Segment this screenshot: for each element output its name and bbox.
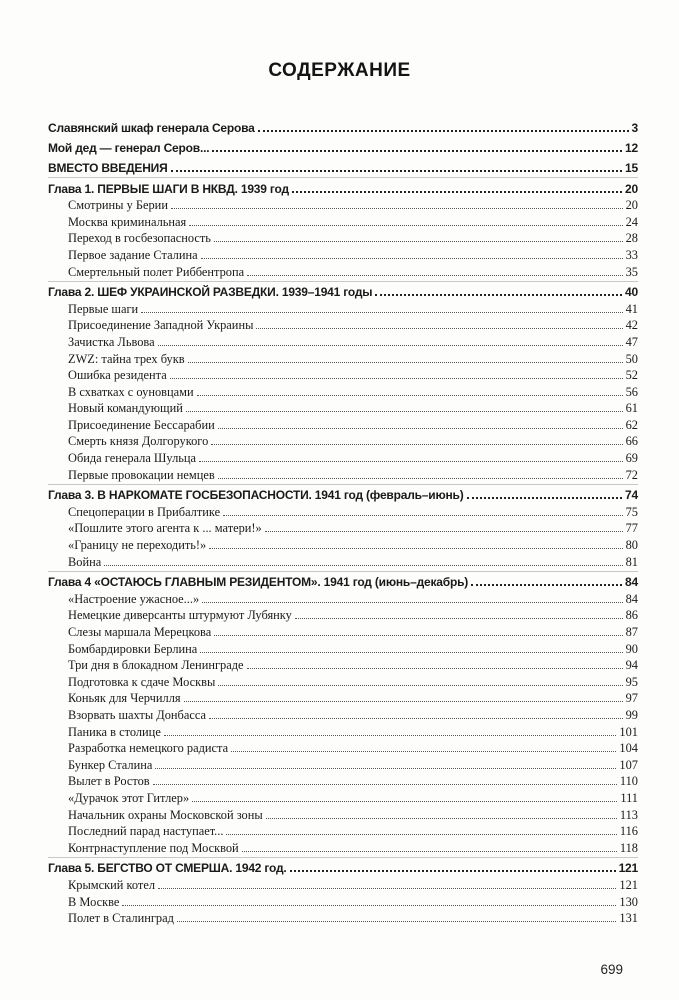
toc-subsection-entry[interactable] [48, 366, 638, 383]
toc-subsection-entry[interactable] [48, 705, 638, 722]
toc-entry-page: 130 [619, 894, 638, 909]
toc-entry-title: Москва криминальная [68, 214, 187, 229]
toc-subsection-entry[interactable] [48, 772, 638, 789]
toc-entry-title: Разработка немецкого радиста [68, 741, 229, 756]
dot-leader [155, 767, 616, 769]
toc-subsection-entry[interactable] [48, 316, 638, 333]
toc-entry-title: Смертельный полет Риббентропа [68, 264, 245, 279]
toc-entry-page: 110 [619, 774, 638, 789]
toc-entry-title: Паника в столице [68, 724, 161, 739]
toc-entry-page: 118 [619, 840, 638, 855]
dot-leader [153, 783, 617, 785]
toc-entry-page: 20 [625, 181, 638, 196]
dot-leader [265, 530, 623, 532]
toc-entry-page: 33 [625, 247, 638, 262]
toc-entry-page: 113 [619, 807, 638, 822]
dot-leader [223, 514, 622, 516]
toc-entry-title: Переход в госбезопасность [68, 231, 211, 246]
dot-leader [467, 496, 623, 499]
toc-entry-page: 52 [625, 368, 638, 383]
toc-entry-title: Глава 4 «ОСТАЮСЬ ГЛАВНЫМ РЕЗИДЕНТОМ». 1941 год (июнь–декабрь) [48, 575, 469, 590]
section-divider [48, 857, 638, 858]
toc-entry-title: ВМЕСТО ВВЕДЕНИЯ [48, 160, 168, 175]
dot-leader [226, 833, 616, 835]
dot-leader [171, 207, 623, 209]
dot-leader [214, 634, 622, 636]
toc-subsection-entry[interactable] [48, 245, 638, 262]
toc-chapter-entry[interactable] [48, 859, 638, 876]
toc-entry-page: 50 [625, 351, 638, 366]
toc-entry-page: 35 [625, 264, 638, 279]
toc-entry-title: Бомбардировки Берлина [68, 641, 198, 656]
toc-subsection-entry[interactable] [48, 535, 638, 552]
toc-entry-title: Немецкие диверсанты штурмуют Лубянку [68, 608, 292, 623]
dot-leader [214, 240, 623, 242]
toc-entry-page: 84 [625, 591, 638, 606]
dot-leader [158, 344, 623, 346]
section-divider [48, 484, 638, 485]
toc-entry-title: Последний парад наступает... [68, 824, 224, 839]
dot-leader [188, 361, 623, 363]
toc-subsection-entry[interactable] [48, 788, 638, 805]
toc-entry-title: «Настроение ужасное...» [68, 591, 200, 606]
toc-entry-page: 97 [625, 691, 638, 706]
toc-subsection-entry[interactable] [48, 519, 638, 536]
toc-entry-title: Взорвать шахты Донбасса [68, 707, 207, 722]
toc-chapter-entry[interactable] [48, 158, 638, 175]
toc-entry-page: 40 [625, 285, 638, 300]
toc-subsection-entry[interactable] [48, 656, 638, 673]
toc-entry-page: 74 [625, 488, 638, 503]
dot-leader [211, 443, 622, 445]
toc-entry-title: Обида генерала Шульца [68, 451, 197, 466]
dot-leader [122, 904, 616, 906]
dot-leader [197, 394, 623, 396]
toc-entry-page: 95 [625, 674, 638, 689]
toc-entry-title: Новый командующий [68, 401, 183, 416]
table-of-contents [48, 118, 638, 925]
dot-leader [231, 750, 616, 752]
toc-entry-title: Коньяк для Черчилля [68, 691, 181, 706]
dot-leader [256, 327, 622, 329]
toc-subsection-entry[interactable] [48, 838, 638, 855]
toc-chapter-entry[interactable] [48, 118, 638, 135]
toc-entry-title: Глава 2. ШЕФ УКРАИНСКОЙ РАЗВЕДКИ. 1939–1941 годы [48, 285, 373, 300]
dot-leader [292, 190, 622, 193]
dot-leader [290, 869, 616, 872]
toc-chapter-entry[interactable] [48, 283, 638, 300]
toc-subsection-entry[interactable] [48, 349, 638, 366]
toc-entry-title: «Дурачок этот Гитлер» [68, 790, 190, 805]
toc-entry-title: Первое задание Сталина [68, 247, 198, 262]
toc-subsection-entry[interactable] [48, 415, 638, 432]
dot-leader [258, 129, 629, 132]
toc-entry-title: Первые шаги [68, 301, 139, 316]
toc-entry-title: Вылет в Ростов [68, 774, 150, 789]
toc-entry-page: 94 [625, 658, 638, 673]
toc-entry-title: Три дня в блокадном Ленинграде [68, 658, 244, 673]
toc-chapter-entry[interactable] [48, 486, 638, 503]
toc-entry-title: В схватках с оуновцами [68, 384, 194, 399]
toc-subsection-entry[interactable] [48, 639, 638, 656]
toc-entry-title: Глава 3. В НАРКОМАТЕ ГОСБЕЗОПАСНОСТИ. 1941 год (февраль–июнь) [48, 488, 464, 503]
toc-entry-title: Война [68, 554, 102, 569]
toc-subsection-entry[interactable] [48, 892, 638, 909]
dot-leader [141, 311, 622, 313]
dot-leader [186, 410, 623, 412]
toc-entry-title: Начальник охраны Московской зоны [68, 807, 263, 822]
toc-subsection-entry[interactable] [48, 755, 638, 772]
toc-entry-page: 61 [625, 401, 638, 416]
toc-subsection-entry[interactable] [48, 262, 638, 279]
toc-entry-page: 80 [625, 538, 638, 553]
toc-chapter-entry[interactable] [48, 573, 638, 590]
toc-entry-title: Ошибка резидента [68, 368, 167, 383]
dot-leader [295, 617, 623, 619]
toc-entry-page: 121 [619, 877, 638, 892]
dot-leader [202, 601, 622, 603]
toc-subsection-entry[interactable] [48, 212, 638, 229]
toc-entry-page: 28 [625, 231, 638, 246]
toc-entry-title: Спецоперации в Прибалтике [68, 504, 221, 519]
dot-leader [177, 920, 616, 922]
toc-subsection-entry[interactable] [48, 805, 638, 822]
section-divider [48, 281, 638, 282]
toc-entry-title: Присоединение Бессарабии [68, 417, 215, 432]
dot-leader [199, 460, 623, 462]
toc-entry-page: 42 [625, 318, 638, 333]
toc-subsection-entry[interactable] [48, 382, 638, 399]
dot-leader [184, 700, 623, 702]
toc-entry-title: Первые провокации немцев [68, 467, 215, 482]
toc-entry-title: Подготовка к сдаче Москвы [68, 674, 216, 689]
toc-entry-page: 104 [619, 741, 638, 756]
toc-entry-page: 90 [625, 641, 638, 656]
toc-subsection-entry[interactable] [48, 722, 638, 739]
toc-entry-title: Мой дед — генерал Серов... [48, 140, 210, 155]
toc-entry-title: ZWZ: тайна трех букв [68, 351, 185, 366]
toc-subsection-entry[interactable] [48, 552, 638, 569]
toc-subsection-entry[interactable] [48, 739, 638, 756]
dot-leader [192, 800, 617, 802]
toc-entry-page: 3 [631, 120, 638, 135]
toc-subsection-entry[interactable] [48, 399, 638, 416]
toc-entry-title: Бункер Сталина [68, 757, 153, 772]
toc-entry-page: 66 [625, 434, 638, 449]
toc-entry-page: 69 [625, 451, 638, 466]
toc-subsection-entry[interactable] [48, 299, 638, 316]
toc-entry-title: Зачистка Львова [68, 334, 155, 349]
toc-entry-title: «Пошлите этого агента к ... матери!» [68, 521, 262, 536]
toc-subsection-entry[interactable] [48, 909, 638, 926]
toc-entry-page: 72 [625, 467, 638, 482]
toc-subsection-entry[interactable] [48, 606, 638, 623]
toc-entry-page: 15 [625, 160, 638, 175]
dot-leader [171, 169, 623, 172]
dot-leader [209, 717, 623, 719]
toc-subsection-entry[interactable] [48, 502, 638, 519]
toc-entry-title: Глава 1. ПЕРВЫЕ ШАГИ В НКВД. 1939 год [48, 181, 289, 196]
dot-leader [158, 887, 616, 889]
toc-entry-page: 12 [625, 140, 638, 155]
dot-leader [164, 734, 617, 736]
toc-entry-title: Смерть князя Долгорукого [68, 434, 209, 449]
toc-chapter-entry[interactable] [48, 138, 638, 155]
toc-subsection-entry[interactable] [48, 196, 638, 213]
dot-leader [218, 684, 622, 686]
dot-leader [218, 477, 623, 479]
toc-entry-page: 84 [625, 575, 638, 590]
dot-leader [266, 817, 617, 819]
toc-subsection-entry[interactable] [48, 589, 638, 606]
toc-entry-title: Глава 5. БЕГСТВО ОТ СМЕРША. 1942 год. [48, 861, 287, 876]
toc-entry-page: 131 [619, 911, 638, 926]
dot-leader [242, 850, 617, 852]
toc-entry-page: 121 [618, 861, 638, 876]
toc-entry-title: «Границу не переходить!» [68, 538, 207, 553]
toc-subsection-entry[interactable] [48, 672, 638, 689]
toc-entry-page: 111 [620, 790, 638, 805]
toc-entry-title: Контрнаступление под Москвой [68, 840, 239, 855]
toc-subsection-entry[interactable] [48, 465, 638, 482]
dot-leader [212, 149, 622, 152]
dot-leader [201, 257, 623, 259]
dot-leader [471, 583, 622, 586]
dot-leader [375, 293, 622, 296]
toc-entry-page: 116 [619, 824, 638, 839]
toc-entry-page: 75 [625, 504, 638, 519]
toc-entry-page: 20 [625, 198, 638, 213]
toc-entry-page: 47 [625, 334, 638, 349]
dot-leader [104, 564, 622, 566]
toc-subsection-entry[interactable] [48, 689, 638, 706]
toc-subsection-entry[interactable] [48, 229, 638, 246]
toc-entry-title: Крымский котел [68, 877, 156, 892]
page-title: СОДЕРЖАНИЕ [268, 60, 411, 81]
toc-entry-title: Славянский шкаф генерала Серова [48, 120, 255, 135]
toc-entry-title: Присоединение Западной Украины [68, 318, 254, 333]
toc-entry-title: Смотрины у Берии [68, 198, 168, 213]
dot-leader [247, 274, 622, 276]
toc-subsection-entry[interactable] [48, 332, 638, 349]
toc-entry-page: 56 [625, 384, 638, 399]
toc-entry-title: Полет в Сталинград [68, 911, 174, 926]
toc-entry-page: 87 [625, 625, 638, 639]
toc-entry-page: 101 [619, 724, 638, 739]
toc-entry-page: 86 [625, 608, 638, 623]
dot-leader [247, 667, 623, 669]
toc-entry-page: 41 [625, 301, 638, 316]
toc-subsection-entry[interactable] [48, 432, 638, 449]
dot-leader [209, 547, 622, 549]
toc-subsection-entry[interactable] [48, 622, 638, 639]
toc-subsection-entry[interactable] [48, 822, 638, 839]
toc-subsection-entry[interactable] [48, 875, 638, 892]
section-divider [48, 177, 638, 178]
toc-entry-page: 24 [625, 214, 638, 229]
page-number: 699 [600, 962, 623, 977]
toc-entry-page: 107 [619, 757, 638, 772]
dot-leader [170, 377, 623, 379]
dot-leader [200, 651, 622, 653]
toc-chapter-entry[interactable] [48, 179, 638, 196]
toc-entry-title: Слезы маршала Мерецкова [68, 625, 212, 639]
toc-entry-page: 81 [625, 554, 638, 569]
toc-entry-page: 77 [625, 521, 638, 536]
toc-entry-page: 62 [625, 417, 638, 432]
dot-leader [189, 224, 622, 226]
dot-leader [218, 427, 623, 429]
toc-entry-page: 99 [625, 707, 638, 722]
toc-subsection-entry[interactable] [48, 448, 638, 465]
toc-entry-title: В Москве [68, 894, 120, 909]
section-divider [48, 571, 638, 572]
